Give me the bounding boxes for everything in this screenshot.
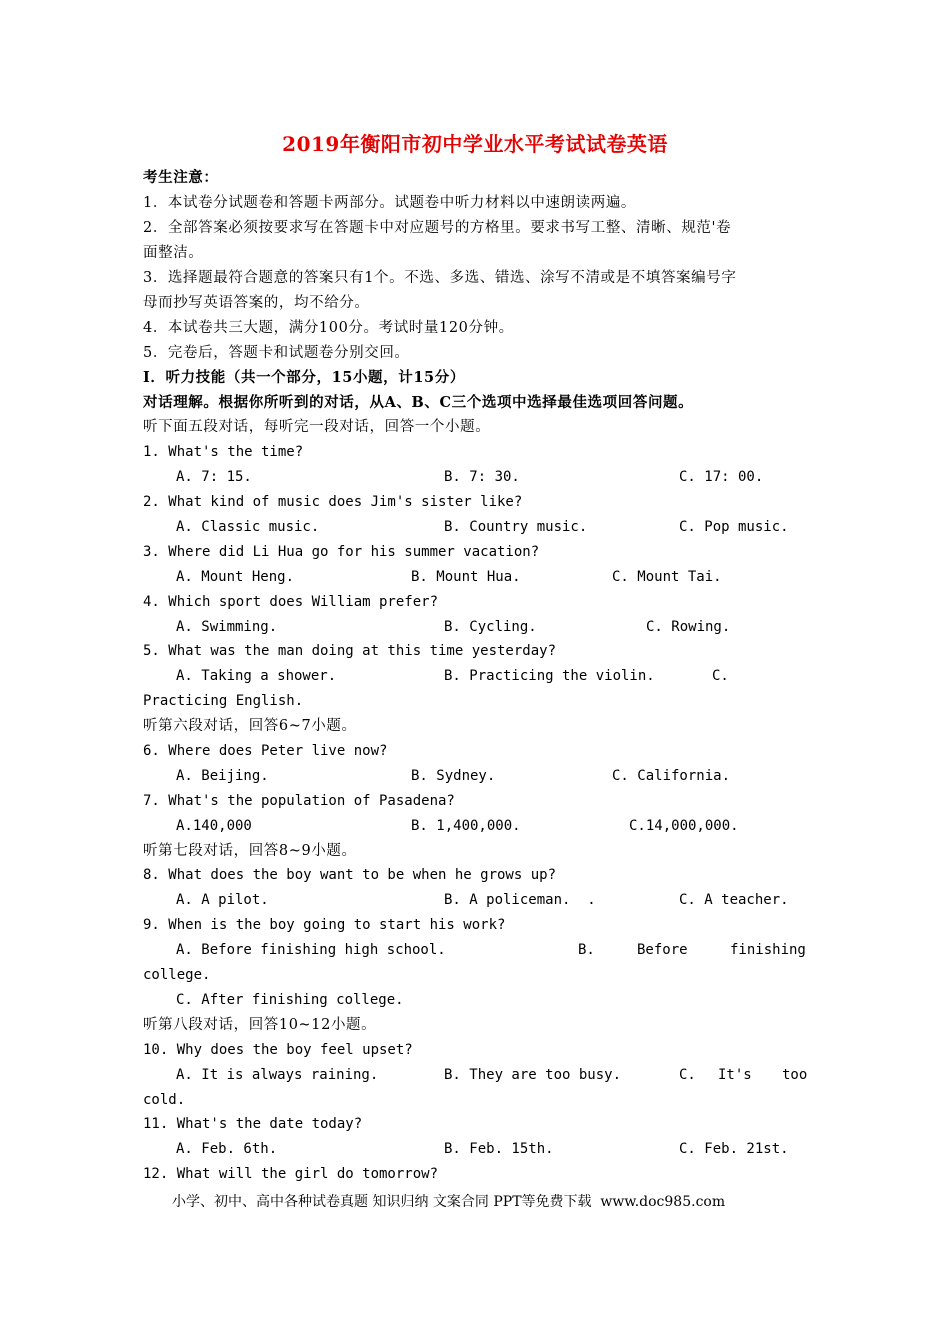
q4-option-a: A. Swimming. xyxy=(176,619,278,635)
q9-option-b-label: B. xyxy=(578,942,595,958)
question-1: 1. What's the time? xyxy=(143,444,304,460)
q11-option-c: C. Feb. 21st. xyxy=(679,1141,789,1157)
question-9: 9. When is the boy going to start his work? xyxy=(143,917,506,933)
q4-option-b: B. Cycling. xyxy=(444,619,537,635)
notice-heading: 考生注意： xyxy=(143,169,219,186)
question-7: 7. What's the population of Pasadena? xyxy=(143,793,455,809)
group-6-intro: 听第六段对话，回答6~7小题。 xyxy=(143,718,357,734)
q7-option-c: C.14,000,000. xyxy=(629,818,739,834)
q6-option-c: C. California. xyxy=(612,768,731,784)
notice-item-1: 1．本试卷分试题卷和答题卡两部分。试题卷中听力材料以中速朗读两遍。 xyxy=(143,195,637,211)
q10-option-c-cont: cold. xyxy=(143,1092,186,1108)
notice-item-3: 3．选择题最符合题意的答案只有1个。不选、多选、错选、涂写不清或是不填答案编号字 xyxy=(143,270,737,286)
q7-option-b: B. 1,400,000. xyxy=(411,818,521,834)
q5-option-c: C. xyxy=(712,668,729,684)
notice-item-2-cont: 面整洁。 xyxy=(143,245,204,261)
q8-option-c: C. A teacher. xyxy=(679,892,789,908)
q10-option-c-word-2: too xyxy=(782,1067,808,1083)
question-6: 6. Where does Peter live now? xyxy=(143,743,388,759)
q5-option-b: B. Practicing the violin. xyxy=(444,668,655,684)
q9-option-b-word-2: finishing xyxy=(730,942,806,958)
q3-option-b: B. Mount Hua. xyxy=(411,569,521,585)
q9-option-b-cont: college. xyxy=(143,967,211,983)
question-10: 10. Why does the boy feel upset? xyxy=(143,1042,413,1058)
question-2: 2. What kind of music does Jim's sister like? xyxy=(143,494,523,510)
section-1-instruction: 对话理解。根据你所听到的对话，从A、B、C三个选项中选择最佳选项回答问题。 xyxy=(143,394,694,411)
q10-option-c-word-1: It's xyxy=(718,1067,752,1083)
q8-option-b: B. A policeman. . xyxy=(444,892,596,908)
q6-option-a: A. Beijing. xyxy=(176,768,269,784)
q1-option-b: B. 7: 30. xyxy=(444,469,520,485)
q5-option-a: A. Taking a shower. xyxy=(176,668,337,684)
question-8: 8. What does the boy want to be when he grows up? xyxy=(143,867,557,883)
q10-option-b: B. They are too busy. xyxy=(444,1067,622,1083)
notice-item-2: 2．全部答案必须按要求写在答题卡中对应题号的方格里。要求书写工整、清晰、规范'卷 xyxy=(143,220,732,236)
question-5: 5. What was the man doing at this time yesterday? xyxy=(143,643,557,659)
q3-option-a: A. Mount Heng. xyxy=(176,569,295,585)
q6-option-b: B. Sydney. xyxy=(411,768,496,784)
q9-option-c: C. After finishing college. xyxy=(176,992,404,1008)
footer-ad: 小学、初中、高中各种试卷真题 知识归纳 文案合同 PPT等免费下载 www.doc985.com xyxy=(172,1194,726,1210)
q3-option-c: C. Mount Tai. xyxy=(612,569,722,585)
q10-option-a: A. It is always raining. xyxy=(176,1067,379,1083)
section-1-intro: 听下面五段对话，每听完一段对话，回答一个小题。 xyxy=(143,419,491,435)
q9-option-b-word-1: Before xyxy=(637,942,688,958)
question-12: 12. What will the girl do tomorrow? xyxy=(143,1166,439,1182)
q4-option-c: C. Rowing. xyxy=(646,619,731,635)
group-8-intro: 听第八段对话，回答10~12小题。 xyxy=(143,1017,377,1033)
notice-item-5: 5．完卷后，答题卡和试题卷分别交回。 xyxy=(143,345,410,361)
q10-option-c-label: C. xyxy=(679,1067,696,1083)
exam-title: 2019年衡阳市初中学业水平考试试卷英语 xyxy=(282,132,668,156)
q1-option-a: A. 7: 15. xyxy=(176,469,252,485)
q7-option-a: A.140,000 xyxy=(176,818,252,834)
q11-option-a: A. Feb. 6th. xyxy=(176,1141,278,1157)
question-3: 3. Where did Li Hua go for his summer vacation? xyxy=(143,544,540,560)
q8-option-a: A. A pilot. xyxy=(176,892,269,908)
question-4: 4. Which sport does William prefer? xyxy=(143,594,439,610)
q2-option-b: B. Country music. xyxy=(444,519,588,535)
question-11: 11. What's the date today? xyxy=(143,1116,363,1132)
q11-option-b: B. Feb. 15th. xyxy=(444,1141,554,1157)
section-1-heading: I．听力技能（共一个部分，15小题，计15分） xyxy=(143,369,465,386)
q5-option-c-text: Practicing English. xyxy=(143,693,304,709)
notice-item-3-cont: 母而抄写英语答案的，均不给分。 xyxy=(143,295,370,311)
q1-option-c: C. 17: 00. xyxy=(679,469,764,485)
group-7-intro: 听第七段对话，回答8~9小题。 xyxy=(143,843,357,859)
q2-option-a: A. Classic music. xyxy=(176,519,320,535)
q2-option-c: C. Pop music. xyxy=(679,519,789,535)
notice-item-4: 4．本试卷共三大题，满分100分。考试时量120分钟。 xyxy=(143,320,514,336)
q9-option-a: A. Before finishing high school. xyxy=(176,942,446,958)
